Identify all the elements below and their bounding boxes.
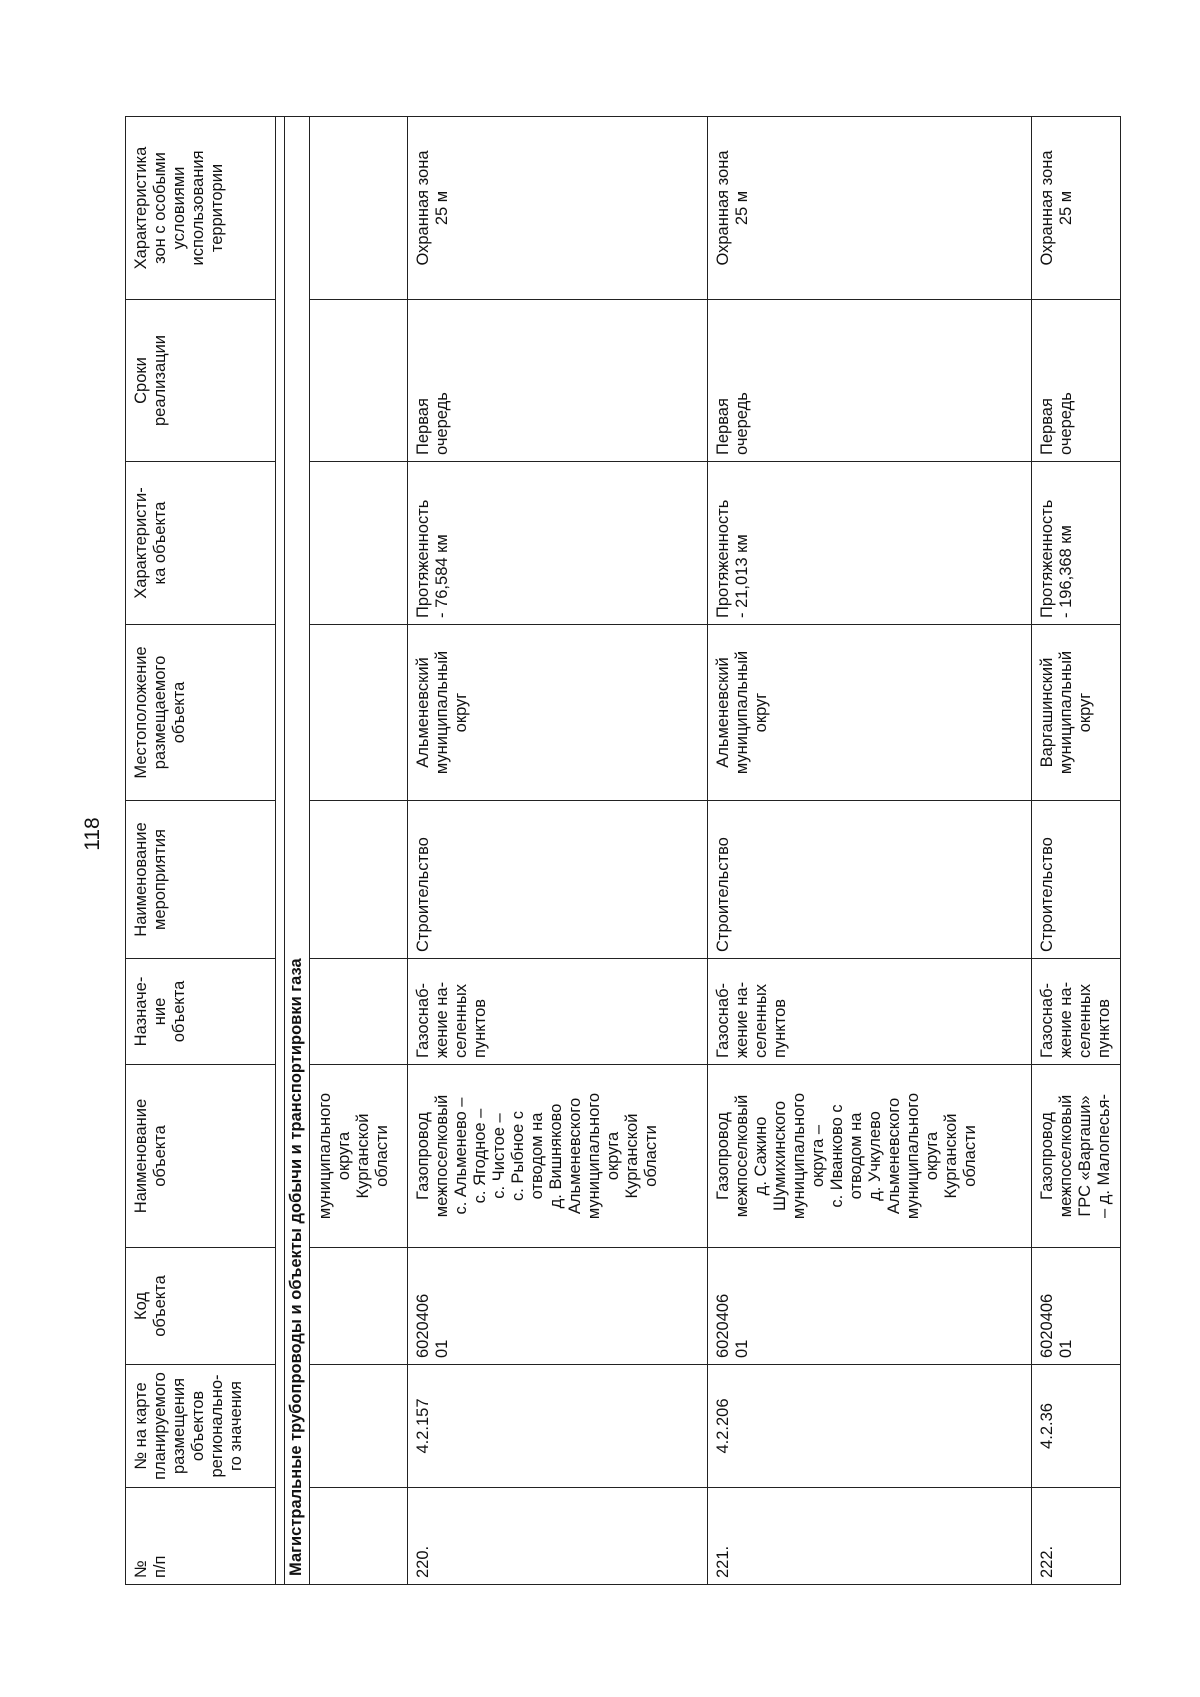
section-title: Магистральные трубопроводы и объекты добычи и транспортировки газа — [285, 117, 310, 1585]
cell-zones: Охранная зона 25 м — [408, 117, 708, 300]
cell-name: Газопровод межпоселковый ГРС «Варгаши» – д. Малопесья- — [1032, 1065, 1121, 1248]
cell-terms: Первая очередь — [408, 300, 708, 462]
cell-terms: Первая очередь — [708, 300, 1032, 462]
table-row — [408, 117, 708, 1585]
page-number: 118 — [81, 817, 104, 851]
cell-event: Строительство — [1032, 801, 1121, 959]
cell-event: Строительство — [708, 801, 1032, 959]
rotated-table-container — [125, 117, 1112, 1585]
cell-characteristic: Протяженность - 76,584 км — [408, 462, 708, 625]
cell-characteristic: Протяженность - 21,013 км — [708, 462, 1032, 625]
table-row — [708, 117, 1032, 1585]
cell-location: Варгашинский муниципальный округ — [1032, 625, 1121, 801]
cell-purpose: Газоснаб- жение на- селенных пунктов — [708, 959, 1032, 1065]
header-location: Местоположение размещаемого объекта — [126, 625, 276, 801]
cell-num: 221. — [708, 1488, 1032, 1585]
objects-table — [125, 116, 1121, 1585]
header-row — [126, 117, 276, 1585]
header-code: Код объекта — [126, 1248, 276, 1365]
header-num: № п/п — [126, 1488, 276, 1585]
cell-event: Строительство — [408, 801, 708, 959]
section-row — [285, 117, 310, 1585]
cell-name: Газопровод межпоселковый д. Сажино Шумихинского муниципального округа – с. Иванково с отводом на д. Учкулево Альменевского муниципального округа Курганской области — [708, 1065, 1032, 1248]
cell-purpose: Газоснаб- жение на- селенных пунктов — [1032, 959, 1121, 1065]
cell-map-num: 4.2.36 — [1032, 1365, 1121, 1488]
cell-code: 6020406 01 — [708, 1248, 1032, 1365]
header-zones: Характеристика зон с особыми условиями использования территории — [126, 117, 276, 300]
cell-code: 6020406 01 — [1032, 1248, 1121, 1365]
cell-location: Альменевский муниципальный округ — [408, 625, 708, 801]
cell-characteristic: Протяженность - 196,368 км — [1032, 462, 1121, 625]
header-map-num: № на карте планируемого размещения объектов регионально- го значения — [126, 1365, 276, 1488]
cell-code: 6020406 01 — [408, 1248, 708, 1365]
cell-zones: Охранная зона 25 м — [1032, 117, 1121, 300]
header-name: Наименование объекта — [126, 1065, 276, 1248]
cell-terms: Первая очередь — [1032, 300, 1121, 462]
cell-purpose: Газоснаб- жение на- селенных пунктов — [408, 959, 708, 1065]
cell-zones: Охранная зона 25 м — [708, 117, 1032, 300]
cell-map-num: 4.2.157 — [408, 1365, 708, 1488]
cell-num: 220. — [408, 1488, 708, 1585]
table-row-continuation — [310, 117, 408, 1585]
cell-name: Газопровод межпоселковый с. Альменево – с. Ягодное – с. Чистое – с. Рыбное с отводом на д. Вишняково Альменевского муниципального округа Курганской области — [408, 1065, 708, 1248]
header-purpose: Назначе- ние объекта — [126, 959, 276, 1065]
cell-map-num: 4.2.206 — [708, 1365, 1032, 1488]
header-terms: Сроки реализации — [126, 300, 276, 462]
cell-location: Альменевский муниципальный округ — [708, 625, 1032, 801]
header-characteristic: Характеристи- ка объекта — [126, 462, 276, 625]
header-event: Наименование мероприятия — [126, 801, 276, 959]
table-row — [1032, 117, 1121, 1585]
spacer-row — [276, 117, 285, 1585]
cell-num: 222. — [1032, 1488, 1121, 1585]
continuation-name-cell: муниципального округа Курганской области — [310, 1065, 408, 1248]
